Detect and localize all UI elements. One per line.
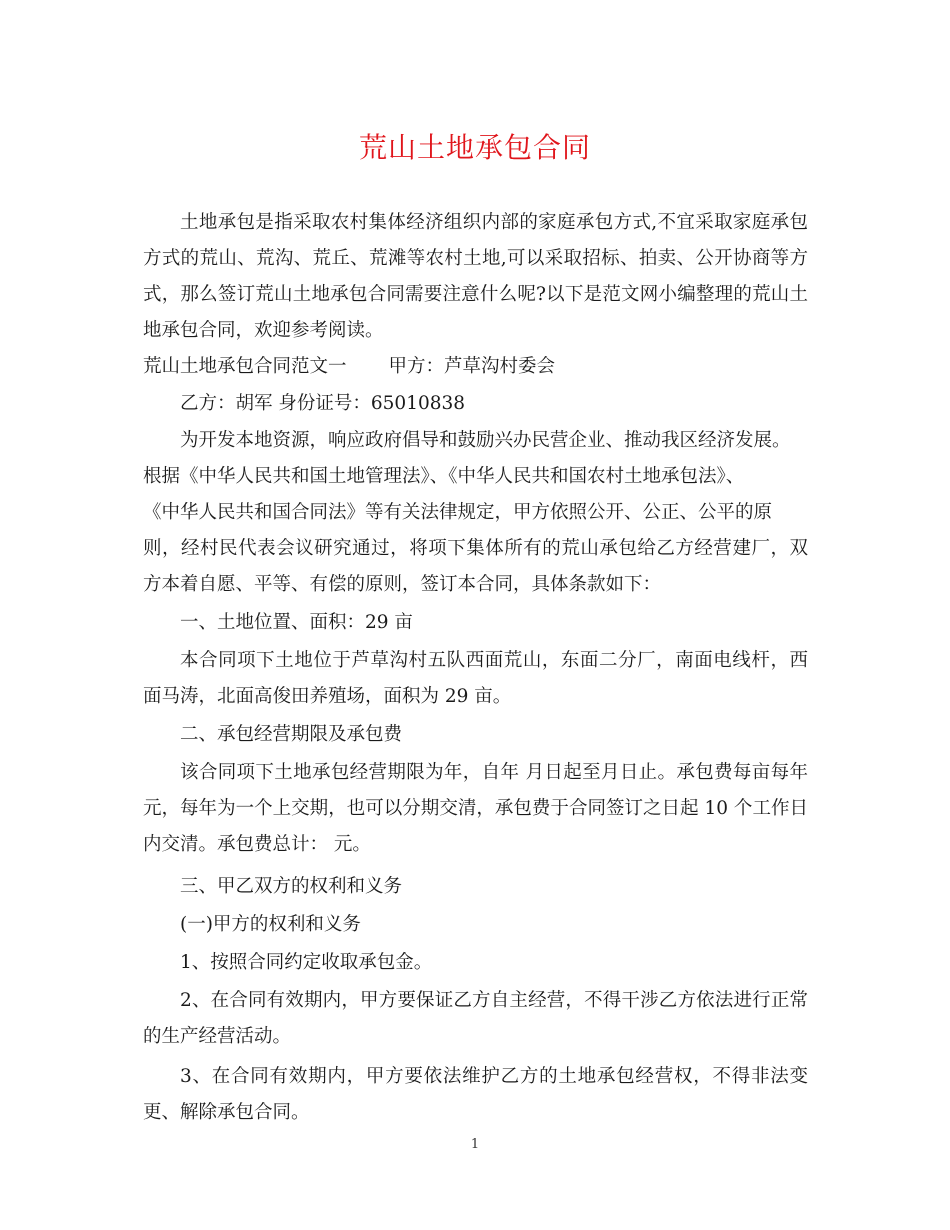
section-2-body: 该合同项下土地承包经营期限为年，自年 月日起至月日止。承包费每亩每年元，每年为一个上交期，也可以分期交清，承包费于合同签订之日起 10 个工作日内交清。承包费总计： 元。: [143, 762, 808, 855]
document-title: 荒山土地承包合同: [358, 131, 591, 164]
section-3-subtitle-1: (一)甲方的权利和义务: [180, 914, 361, 935]
obligation-item-3: 3、在合同有效期内，甲方要依法维护乙方的土地承包经营权，不得非法变更、解除承包合同。: [143, 1066, 808, 1123]
intro-paragraph: 土地承包是指采取农村集体经济组织内部的家庭承包方式,不宜采取家庭承包方式的荒山、荒沟、荒丘、荒滩等农村土地,可以采取招标、拍卖、公开协商等方式，那么签订荒山土地承包合同需要注意什么呢?以下是范文网小编整理的荒山土地承包合同，欢迎参考阅读。: [143, 212, 808, 341]
party-b: 乙方：胡军 身份证号：65010838: [180, 393, 466, 414]
preamble-line-3: 《中华人民共和国合同法》等有关法律规定，甲方依照公开、公正、公平的原: [143, 502, 773, 523]
section-3-title: 三、甲乙双方的权利和义务: [180, 876, 403, 897]
document-body: [143, 205, 808, 1131]
section-2-title: 二、承包经营期限及承包费: [180, 724, 403, 745]
sample-heading: 荒山土地承包合同范文一: [143, 356, 347, 377]
section-1-title: 一、土地位置、面积：29 亩: [180, 612, 413, 633]
sample-heading-line: [143, 349, 808, 385]
obligation-item-2: 2、在合同有效期内，甲方要保证乙方自主经营，不得干涉乙方依法进行正常的生产经营活动。: [143, 990, 808, 1047]
preamble-line-2: 根据《中华人民共和国土地管理法》、《中华人民共和国农村土地承包法》、: [143, 466, 745, 487]
party-a: 甲方：芦草沟村委会: [388, 356, 556, 377]
preamble-line-1: 为开发本地资源，响应政府倡导和鼓励兴办民营企业、推动我区经济发展。: [180, 430, 791, 451]
obligation-item-1: 1、按照合同约定收取承包金。: [180, 952, 433, 973]
section-1-body: 本合同项下土地位于芦草沟村五队西面荒山，东面二分厂，南面电线杆，西面马涛，北面高俊田养殖场，面积为 29 亩。: [143, 650, 808, 707]
preamble-line-4: 则，经村民代表会议研究通过，将项下集体所有的荒山承包给乙方经营建厂，双方本着自愿、平等、有偿的原则，签订本合同，具体条款如下：: [143, 538, 808, 595]
page-number: 1: [470, 1137, 480, 1152]
